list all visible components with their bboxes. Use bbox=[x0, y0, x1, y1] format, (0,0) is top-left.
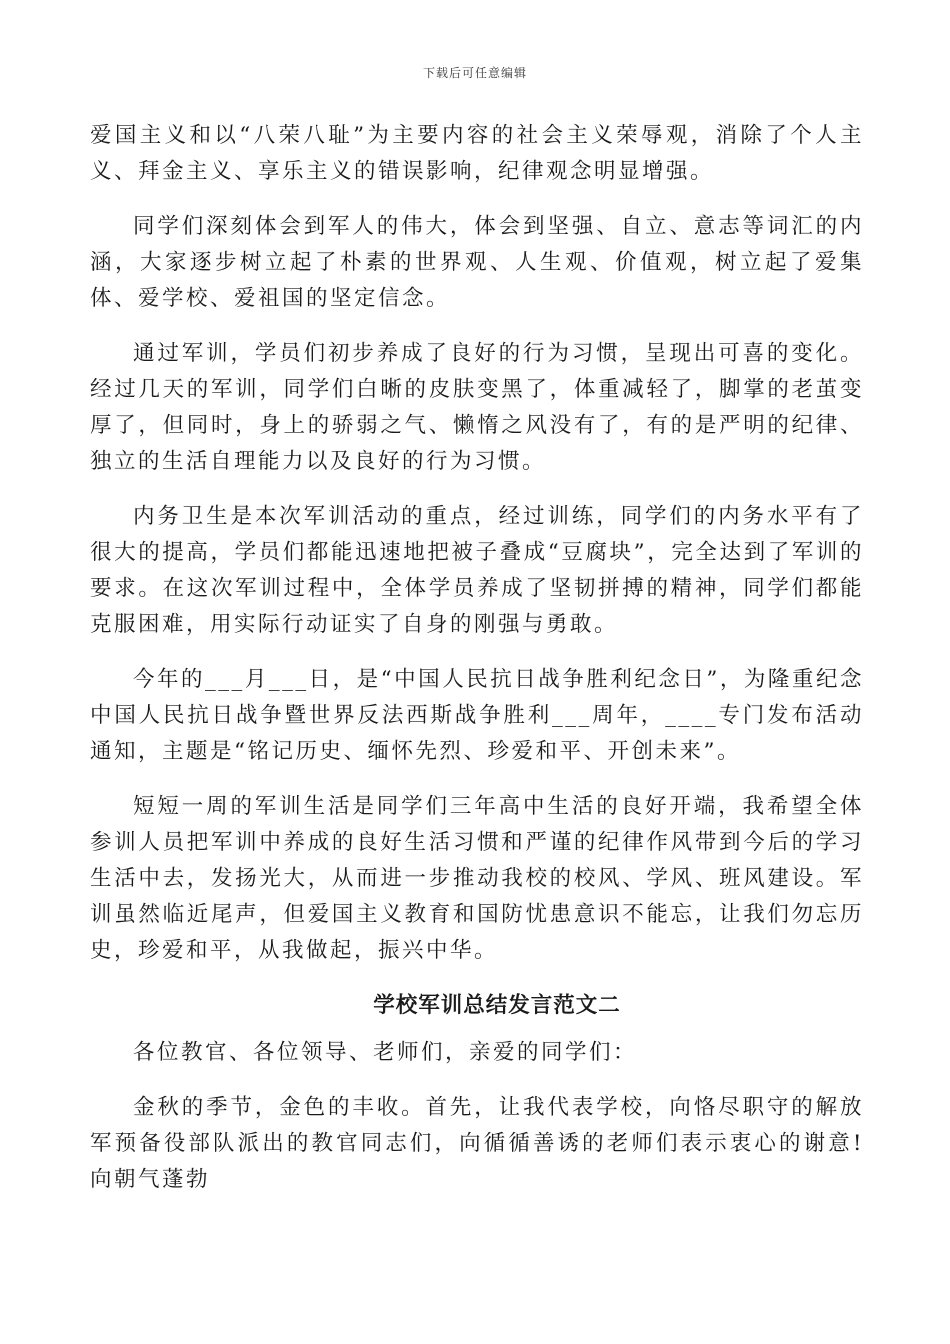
paragraph-1: 爱国主义和以“八荣八耻”为主要内容的社会主义荣辱观，消除了个人主义、拜金主义、享乐主义的错误影响，纪律观念明显增强。 bbox=[90, 123, 864, 184]
page-header-note: 下载后可任意编辑 bbox=[422, 66, 527, 80]
greeting-paragraph: 各位教官、各位领导、老师们，亲爱的同学们： bbox=[133, 1040, 638, 1065]
document-body bbox=[90, 118, 864, 1217]
paragraph-2: 同学们深刻体会到军人的伟大，体会到坚强、自立、意志等词汇的内涵，大家逐步树立起了朴素的世界观、人生观、价值观，树立起了爱集体、爱学校、爱祖国的坚定信念。 bbox=[90, 214, 864, 311]
paragraph-3: 通过军训，学员们初步养成了良好的行为习惯，呈现出可喜的变化。经过几天的军训，同学们白晰的皮肤变黑了，体重减轻了，脚掌的老茧变厚了，但同时，身上的骄弱之气、懒惰之风没有了，有的是严明的纪律、独立的生活自理能力以及良好的行为习惯。 bbox=[90, 341, 864, 474]
section-title: 学校军训总结发言范文二 bbox=[373, 993, 621, 1018]
paragraph-4: 内务卫生是本次军训活动的重点，经过训练，同学们的内务水平有了很大的提高，学员们都能迅速地把被子叠成“豆腐块”，完全达到了军训的要求。在这次军训过程中，全体学员养成了坚韧拼搏的精神，同学们都能克服困难，用实际行动证实了自身的刚强与勇敢。 bbox=[90, 504, 864, 637]
paragraph-6: 短短一周的军训生活是同学们三年高中生活的良好开端，我希望全体参训人员把军训中养成的良好生活习惯和严谨的纪律作风带到今后的学习生活中去，发扬光大，从而进一步推动我校的校风、学风、班风建设。军训虽然临近尾声，但爱国主义教育和国防忧患意识不能忘，让我们勿忘历史，珍爱和平，从我做起，振兴中华。 bbox=[90, 794, 864, 963]
opening-paragraph: 金秋的季节，金色的丰收。首先，让我代表学校，向恪尽职守的解放军预备役部队派出的教官同志们，向循循善诱的老师们表示衷心的谢意!向朝气蓬勃 bbox=[90, 1095, 864, 1192]
paragraph-5: 今年的___月___日，是“中国人民抗日战争胜利纪念日”，为隆重纪念中国人民抗日战争暨世界反法西斯战争胜利___周年，____专门发布活动通知，主题是“铭记历史、缅怀先烈、珍爱和平、开创未来”。 bbox=[90, 667, 864, 764]
